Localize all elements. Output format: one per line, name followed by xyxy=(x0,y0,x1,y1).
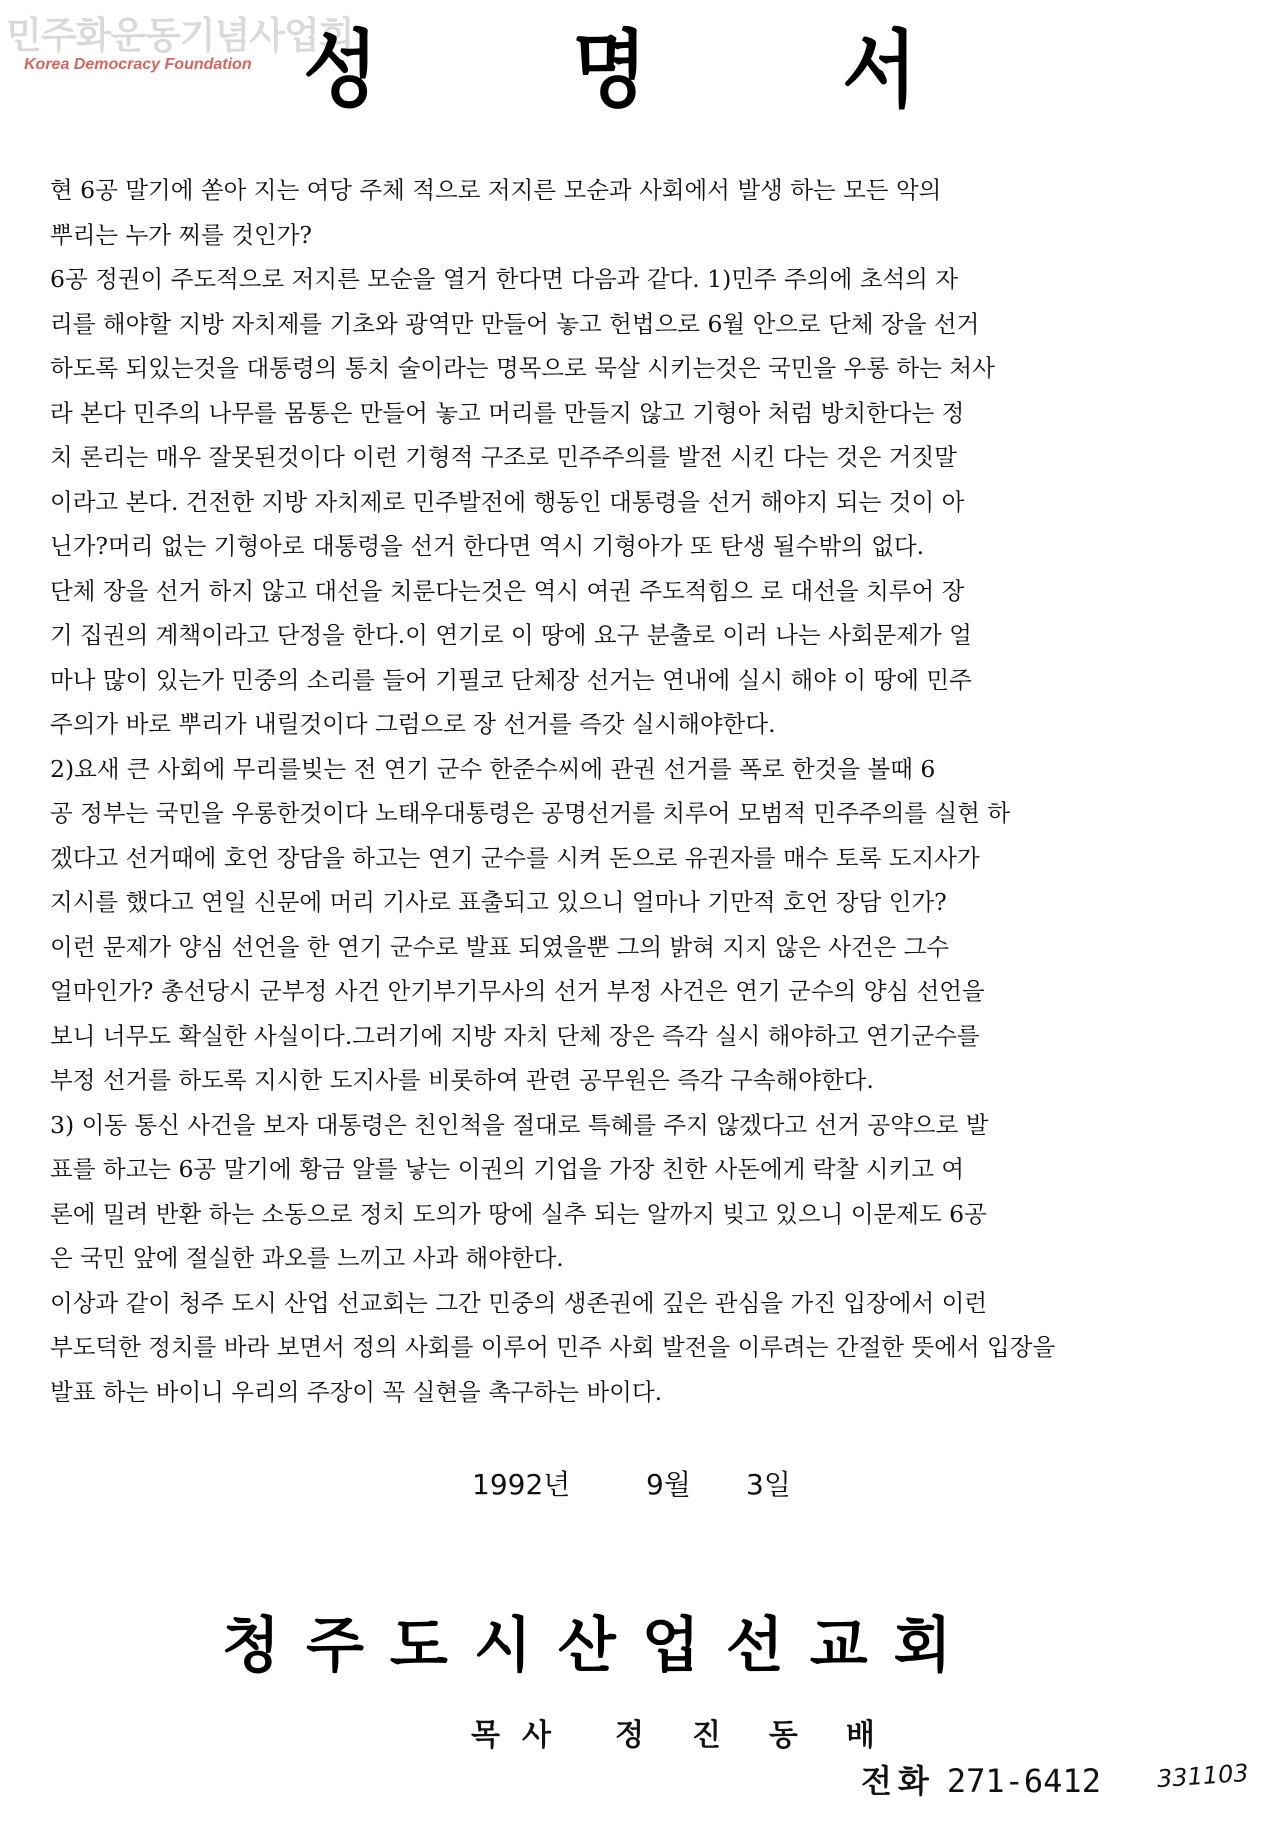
watermark-english: Korea Democracy Foundation xyxy=(24,56,252,73)
date-month: 9월 xyxy=(646,1468,691,1501)
body-line: 이런 문제가 양심 선언을 한 연기 군수로 발표 되였을뿐 그의 밝혀 지지 않은 사건은 그수 xyxy=(50,932,950,961)
statement-body xyxy=(50,168,1178,1414)
body-line: 닌가?머리 없는 기형아로 대통령을 선거 한다면 역시 기형아가 또 탄생 될수밖의 없다. xyxy=(50,532,925,560)
signatory-title: 목사 xyxy=(471,1718,573,1753)
body-line: 은 국민 앞에 절실한 과오를 느끼고 사과 해야한다. xyxy=(50,1244,564,1272)
body-line: 2)요새 큰 사회에 무리를빚는 전 연기 군수 한준수씨에 관권 선거를 폭로 한것을 볼때 6 xyxy=(50,754,936,783)
body-line: 주의가 바로 뿌리가 내릴것이다 그럼으로 장 선거를 즉갓 실시해야한다. xyxy=(50,710,776,738)
body-line: 론에 밀려 반환 하는 소동으로 정치 도의가 땅에 실추 되는 알까지 빚고 있으니 이문제도 6공 xyxy=(50,1199,987,1228)
body-line: 단체 장을 선거 하지 않고 대선을 치룬다는것은 역시 여권 주도적힘으 로 대선을 치루어 장 xyxy=(50,576,965,605)
body-line: 기 집권의 계책이라고 단정을 한다.이 연기로 이 땅에 요구 분출로 이러 나는 사회문제가 얼 xyxy=(50,621,972,649)
title-char-3: 서 xyxy=(842,20,917,119)
body-line: 마나 많이 있는가 민중의 소리를 들어 기필코 단체장 선거는 연내에 실시 해야 이 땅에 민주 xyxy=(50,665,972,694)
watermark-korean: 민주화운동기념사업회 xyxy=(6,14,354,57)
body-line: 라 본다 민주의 나무를 몸통은 만들어 놓고 머리를 만들지 않고 기형아 처럼 방치한다는 정 xyxy=(50,398,965,427)
date-year: 1992년 xyxy=(472,1468,571,1501)
signatory xyxy=(471,1710,923,1754)
document-title xyxy=(300,20,920,120)
body-line: 얼마인가? 총선당시 군부정 사건 안기부기무사의 선거 부정 사건은 연기 군수의 양심 선언을 xyxy=(50,977,985,1005)
body-line: 하도록 되있는것을 대통령의 통치 술이라는 명목으로 묵살 시키는것은 국민을 우롱 하는 처사 xyxy=(50,354,995,382)
body-line: 뿌리는 누가 찌를 것인가? xyxy=(50,220,313,249)
body-line: 표를 하고는 6공 말기에 황금 알를 낳는 이권의 기업을 가장 친한 사돈에게 락찰 시키고 여 xyxy=(50,1155,965,1183)
body-line: 부도덕한 정치를 바라 보면서 정의 사회를 이루어 민주 사회 발전을 이루려는 간절한 뜻에서 입장을 xyxy=(50,1333,1056,1361)
body-line: 공 정부는 국민을 우롱한것이다 노태우대통령은 공명선거를 치루어 모범적 민주주의를 실현 하 xyxy=(50,799,1011,827)
body-line: 이라고 본다. 건전한 지방 자치제로 민주발전에 행동인 대통령을 선거 해야지 되는 것이 아 xyxy=(50,487,965,516)
signatory-name: 정진동배 xyxy=(614,1718,923,1753)
phone-number: 271-6412 xyxy=(946,1762,1101,1800)
document-number: 331103 xyxy=(1156,1758,1250,1794)
body-line: 현 6공 말기에 쏟아 지는 여당 주체 적으로 저지른 모순과 사회에서 발생 하는 모든 악의 xyxy=(50,176,942,204)
title-char-1: 성 xyxy=(303,20,378,119)
organization-name: 청주도시산업선교회 xyxy=(222,1611,978,1681)
body-line: 3) 이동 통신 사건을 보자 대통령은 친인척을 절대로 특혜를 주지 않겠다고 선거 공약으로 발 xyxy=(50,1110,989,1139)
body-line: 리를 해야할 지방 자치제를 기초와 광역만 만들어 놓고 헌법으로 6월 안으로 단체 장을 선거 xyxy=(50,309,980,338)
phone-label: 전화 xyxy=(861,1762,935,1800)
title-char-2: 명 xyxy=(572,20,648,119)
date-day: 3일 xyxy=(746,1468,791,1501)
body-line: 보니 너무도 확실한 사실이다.그러기에 지방 자치 단체 장은 즉각 실시 해야하고 연기군수를 xyxy=(50,1021,980,1050)
body-line: 부정 선거를 하도록 지시한 도지사를 비롯하여 관련 공무원은 즉각 구속해야한다. xyxy=(50,1066,874,1094)
body-line: 겠다고 선거때에 호언 장담을 하고는 연기 군수를 시켜 돈으로 유권자를 매수 토록 도지사가 xyxy=(50,843,980,872)
body-line: 발표 하는 바이니 우리의 주장이 꼭 실현을 촉구하는 바이다. xyxy=(50,1377,663,1406)
body-line: 치 론리는 매우 잘못된것이다 이런 기형적 구조로 민주주의를 발전 시킨 다는 것은 거짓말 xyxy=(50,443,957,471)
body-line: 이상과 같이 청주 도시 산업 선교회는 그간 민중의 생존권에 깊은 관심을 가진 입장에서 이런 xyxy=(50,1288,988,1317)
phone-line xyxy=(861,1756,1101,1802)
body-line: 지시를 했다고 연일 신문에 머리 기사로 표출되고 있으니 얼마나 기만적 호언 장담 인가? xyxy=(50,888,947,916)
body-line: 6공 정권이 주도적으로 저지른 모순을 열거 한다면 다음과 같다. 1)민주 주의에 초석의 자 xyxy=(50,265,959,293)
foundation-watermark xyxy=(6,14,354,74)
